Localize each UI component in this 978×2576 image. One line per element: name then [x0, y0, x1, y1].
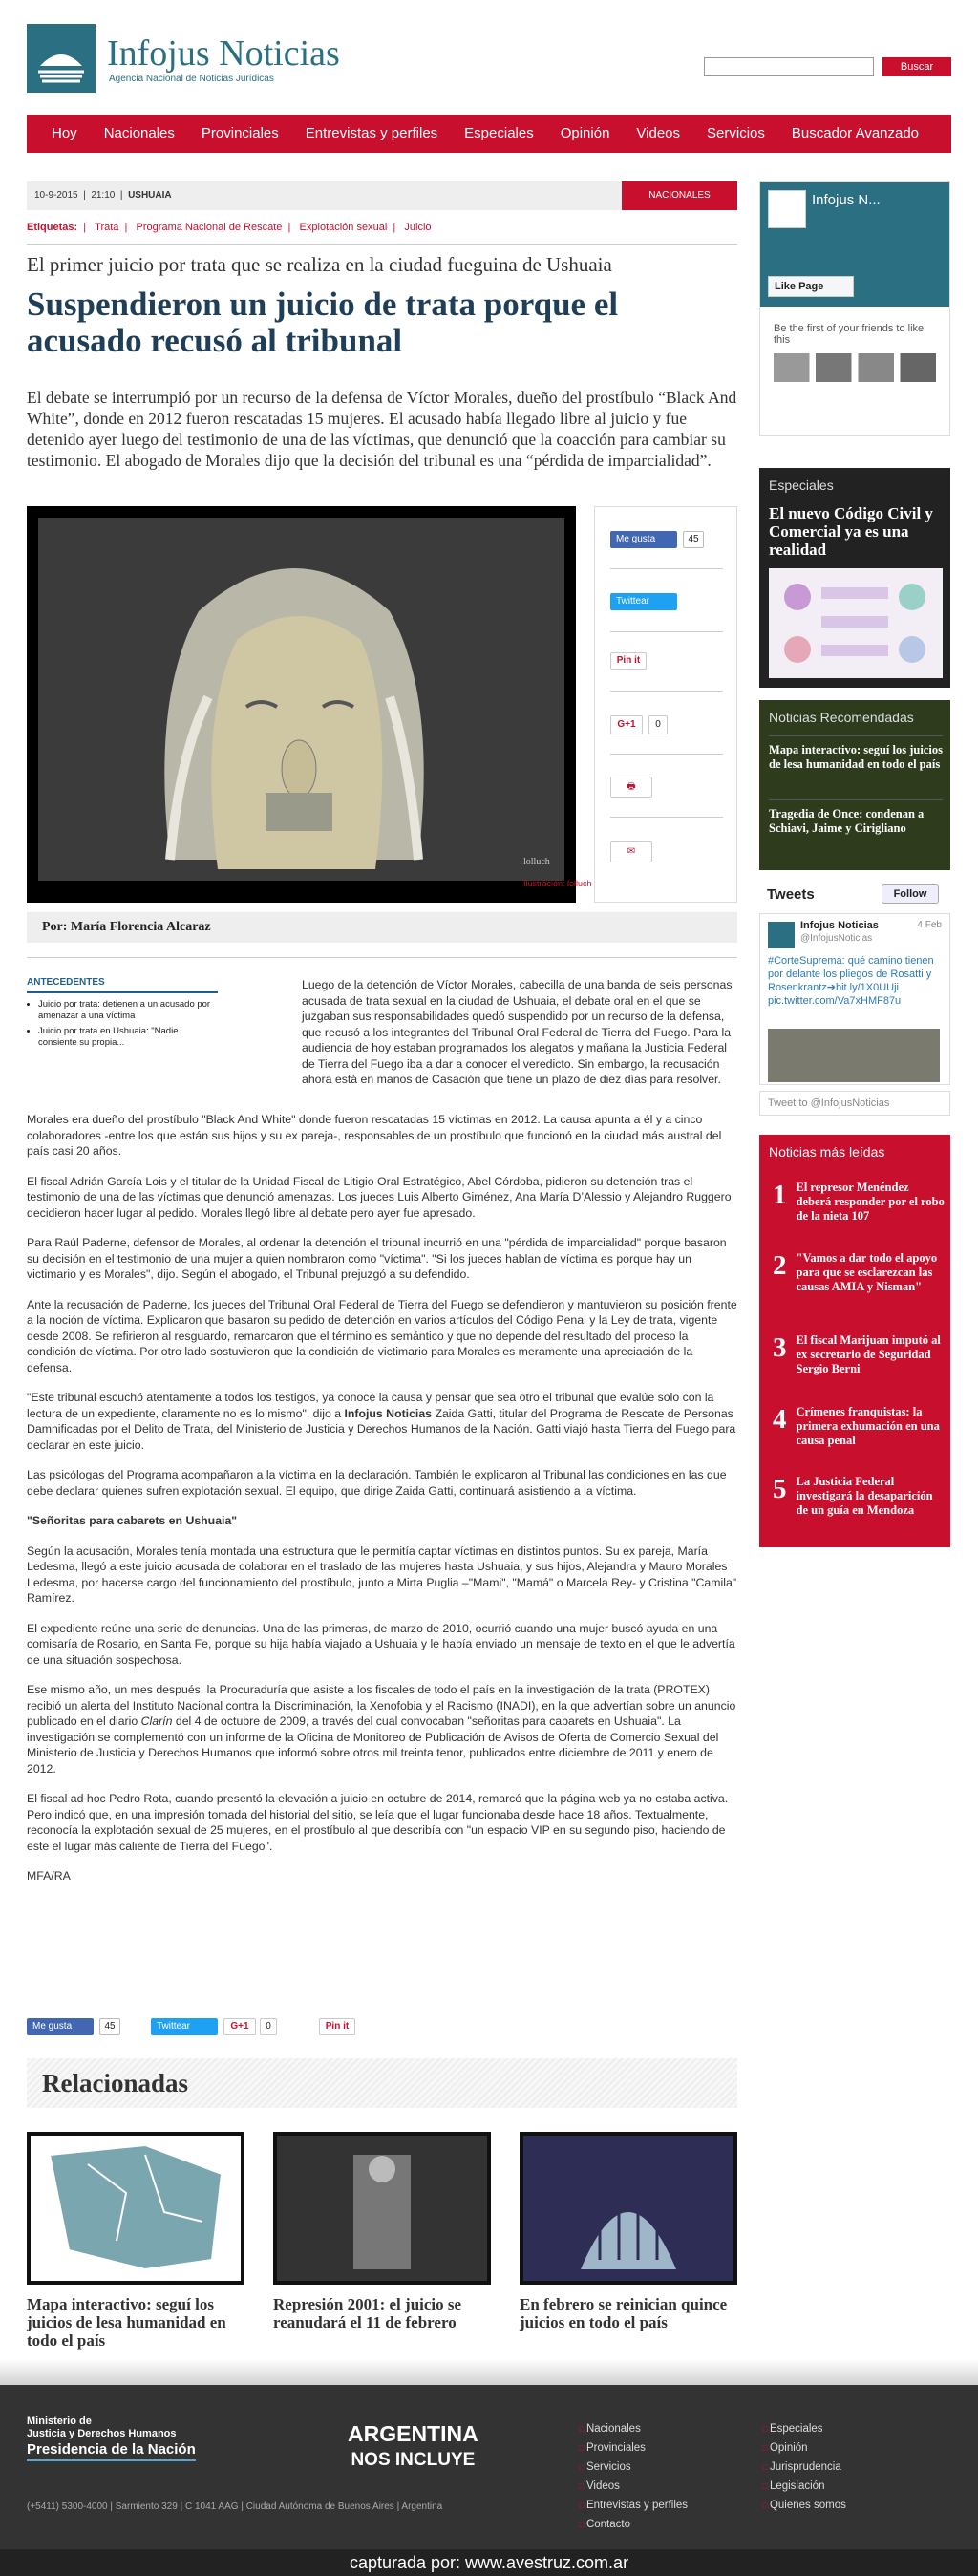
ministry-logo[interactable]	[27, 2416, 196, 2461]
fb-first-text: Be the first of your friends to like this	[774, 323, 925, 346]
footer-link[interactable]: □ Nacionales	[579, 2419, 688, 2438]
argentina-line: NOS INCLUYE	[351, 2450, 476, 2470]
fb-page-avatar	[768, 190, 806, 228]
article-paragraph	[27, 1682, 737, 1777]
divider	[610, 817, 723, 818]
recomendadas-box	[759, 700, 950, 870]
gplus-count: 0	[260, 2018, 277, 2035]
article-meta: 10-9-2015 | 21:10 | USHUAIA	[27, 181, 737, 210]
logo-icon[interactable]	[27, 24, 96, 93]
footer-link[interactable]: □ Entrevistas y perfiles	[579, 2496, 688, 2515]
article-location: USHUAIA	[128, 190, 172, 201]
article-kicker: El primer juicio por trata que se realiza en la ciudad fueguina de Ushuaia	[27, 253, 612, 276]
tags: Etiquetas: | Trata | Programa Nacional de Rescate | Explotación sexual | Juicio	[27, 222, 432, 233]
article-paragraph	[27, 1390, 737, 1453]
mas-leida-link[interactable]: "Vamos a dar todo el apoyo para que se esclarezcan las causas AMIA y Nisman"	[796, 1251, 938, 1293]
especiales-image	[769, 568, 943, 678]
article-signoff: MFA/RA	[27, 1869, 71, 1883]
article-paragraph: El expediente reúne una serie de denuncias. Una de las primeras, de marzo de 2010, ocurrió cuando una mujer buscó ayuda en una comisaría de Rosario, en Santa Fe, porque su hija había viajado a Ushuaia y le había enviado un mensaje de texto en el que le advertía de una situación sospechosa.	[27, 1621, 735, 1667]
rank-number: 4	[773, 1404, 787, 1435]
logo-text: Infojus Noticias	[107, 33, 340, 74]
fb-like-page-button[interactable]	[768, 276, 854, 297]
mas-leida-link[interactable]: La Justicia Federal investigará la desaparición de un guía en Mendoza	[796, 1475, 933, 1517]
article-body	[27, 1112, 737, 1899]
facebook-like-button[interactable]	[27, 2018, 94, 2035]
recomendadas-title: Noticias Recomendadas	[769, 710, 914, 725]
tweet-name[interactable]: Infojus Noticias	[800, 920, 879, 931]
like-label: Me gusta	[32, 2021, 73, 2032]
tag-link[interactable]: Explotación sexual	[299, 222, 388, 233]
mas-leida-link[interactable]: El fiscal Marijuan imputó al ex secretario de Seguridad Sergio Berni	[796, 1333, 941, 1375]
especiales-box[interactable]	[759, 468, 950, 688]
antecedente-link[interactable]: • Juicio por trata en Ushuaia: "Nadie consiente su propia...	[38, 1026, 218, 1049]
footer-link[interactable]: □ Videos	[579, 2477, 688, 2496]
nav-especiales[interactable]: Especiales	[464, 125, 534, 141]
search-button[interactable]: Buscar	[882, 57, 951, 76]
article-date: 10-9-2015	[34, 190, 78, 201]
ministry-line: Ministerio de	[27, 2416, 92, 2427]
tags-label: Etiquetas:	[27, 222, 78, 233]
print-icon[interactable]: 🖶	[610, 777, 652, 798]
divider	[769, 799, 943, 800]
ministry-line: Presidencia de la Nación	[27, 2440, 196, 2461]
tweet-image[interactable]	[768, 1029, 940, 1082]
footer-shadow	[0, 2359, 978, 2388]
fb-friend-avatars	[774, 353, 936, 382]
mas-leida-link[interactable]: Crímenes franquistas: la primera exhumación en una causa penal	[796, 1405, 940, 1447]
mas-leidas-box	[759, 1135, 950, 1547]
ministry-line: Justicia y Derechos Humanos	[27, 2428, 177, 2439]
capture-credit: capturada por: www.avestruz.com.ar	[0, 2549, 978, 2576]
divider	[769, 735, 943, 736]
twitter-label: Twittear	[616, 596, 650, 607]
divider	[610, 631, 723, 632]
facebook-like-button[interactable]	[610, 531, 677, 548]
nav-opinion[interactable]: Opinión	[560, 125, 610, 141]
footer-link[interactable]: □ Legislación	[762, 2477, 846, 2496]
tweets-title: Tweets	[767, 886, 815, 903]
tag-link[interactable]: Juicio	[404, 222, 432, 233]
article-paragraph: Luego de la detención de Víctor Morales, cabecilla de una banda de seis personas acusada de trata sexual en la ciudad de Ushuaia, el debate oral en el que se juzgaban sus responsabilidades quedó suspendido por un recurso de la defensa, que recusó a los integrantes del Tribunal Oral Federal de Tierra del Fuego. Para la audiencia de hoy estaban programados los alegatos y mañana la Justicia Federal de Tierra del Fuego iba a dar a conocer el veredicto. Sin embargo, la recusación ahora está en manos de Casación que tiene un plazo de diez días para resolver.	[302, 978, 733, 1086]
article-paragraph: Las psicólogas del Programa acompañaron a la víctima en la declaración. También le explicaron al Tribunal las condiciones en las que debe declarar quienes sufren explotación sexual. El equipo, que dirige Zaida Gatti, continuará asistiendo a la víctima.	[27, 1468, 727, 1498]
divider	[610, 691, 723, 692]
rank-number: 1	[773, 1180, 787, 1210]
paragraph-text: Ese mismo año, un mes después, la Procuraduría que asiste a los fiscales de todo el país en la investigación de la trata (PROTEX) recibió un alerta del Instituto Nacional contra la Discriminación, la Xenofobia y el Racismo (INADI), en la que advertían sobre un anuncio publicado en el diario	[27, 1683, 736, 1728]
tweet-card	[759, 913, 950, 1085]
twitter-button[interactable]	[610, 593, 677, 610]
byline: Por: María Florencia Alcaraz	[27, 912, 737, 943]
footer-links-1	[579, 2419, 688, 2534]
mas-leida-item[interactable]	[773, 1405, 945, 1448]
pinit-button[interactable]: Pin it	[610, 652, 647, 670]
illustration-signature: lolluch	[523, 857, 550, 867]
photo-credit: Ilustración: lolluch	[523, 879, 592, 888]
twitter-button[interactable]	[151, 2018, 218, 2035]
tweet-to-input[interactable]: Tweet to @InfojusNoticias	[759, 1091, 950, 1116]
divider	[610, 754, 723, 755]
rank-number: 3	[773, 1332, 787, 1363]
mas-leidas-title: Noticias más leídas	[769, 1144, 885, 1160]
twitter-widget	[759, 879, 950, 1122]
footer-link[interactable]: □ Contacto	[579, 2515, 688, 2534]
article-paragraph: Para Raúl Paderne, defensor de Morales, al ordenar la detención el tribunal incurrió en una "pérdida de imparcialidad" porque basaron su decisión en el testimonio de una mujer a quien nombraron como "víctima". "Si los jueces hablan de víctima es porque hay un victimario y es Morales", dijo. Según el abogado, el Tribunal prejuzgó a su defendido.	[27, 1236, 727, 1281]
related-link[interactable]: Mapa interactivo: seguí los juicios de lesa humanidad en todo el país	[27, 2295, 226, 2350]
twitter-label: Twittear	[157, 2021, 191, 2032]
article-paragraph: Morales era dueño del prostíbulo "Black And White" donde fueron rescatadas 15 víctimas en 2012. La causa apunta a él y a cinco colaboradores -entre los que están sus hijos y su ex pareja-, responsables de un prostíbulo que funcionó en la ciudad más austral del país casi 20 años.	[27, 1113, 722, 1158]
nav-videos[interactable]: Videos	[636, 125, 681, 141]
related-title: Relacionadas	[42, 2069, 189, 2097]
especiales-headline: El nuevo Código Civil y Comercial ya es una realidad	[769, 504, 933, 559]
section-badge[interactable]: NACIONALES	[622, 181, 737, 210]
tag-link[interactable]: Programa Nacional de Rescate	[136, 222, 283, 233]
share-panel	[594, 506, 737, 903]
paragraph-text: Zaida Gatti, titular del Programa de Rescate de Personas Damnificadas por el Delito de Trata, del Ministerio de Justicia y Derechos Humanos de la Nación. Gatti viajó hasta Tierra del Fuego para declarar en este juicio.	[27, 1406, 736, 1452]
divider	[27, 244, 737, 245]
article-headline: Suspendieron un juicio de trata porque el acusado recusó al tribunal	[27, 286, 619, 359]
gplus-count: 0	[648, 715, 668, 734]
rank-number: 5	[773, 1474, 787, 1504]
like-label: Me gusta	[616, 534, 656, 544]
fb-page-name[interactable]: Infojus N...	[812, 192, 881, 208]
email-icon[interactable]: ✉	[610, 841, 652, 862]
tweet-text[interactable]: #CorteSuprema: qué camino tienen por delante los pliegos de Rosatti y Rosenkrantz➔bit.ly/1X0UUji pic.twitter.com/Va7xHMF87u	[768, 955, 934, 1007]
especiales-title: Especiales	[769, 478, 834, 493]
article-lead: El debate se interrumpió por un recurso de la defensa de Víctor Morales, dueño del prostíbulo “Black And White”, donde en 2012 fueron rescatadas 15 mujeres. El acusado había llegado libre al juicio y fue detenido ayer luego del testimonio de una de las víctimas, que denunció que la coacción para cambiar su testimonio. El abogado de Morales dijo que la decisión del tribunal es una “pérdida de imparcialidad”.	[27, 388, 737, 470]
article-paragraph: Según la acusación, Morales tenía montada una estructura que le permitía captar víctimas en distintos puntos. Su ex pareja, María Ledesma, llegó a este juicio acusada de colaborar en el traslado de las mujeres hasta Ushuaia, y sus hijos, Alejandra y Mauro Morales Ledesma, por hacerse cargo del funcionamiento del prostíbulo, junto a Mirta Puglia –"Mami", "Mamá" o Marcela Rey- y Cristina "Camila" Ramírez.	[27, 1543, 737, 1605]
footer-links-2	[762, 2419, 846, 2515]
mas-leida-item[interactable]	[773, 1475, 945, 1518]
recomendada-link[interactable]: Mapa interactivo: seguí los juicios de lesa humanidad en todo el país	[769, 743, 943, 771]
gplus-button[interactable]: G+1	[610, 715, 643, 734]
tweet-handle: @InfojusNoticias	[800, 933, 873, 944]
nav-provinciales[interactable]: Provinciales	[201, 125, 279, 141]
paragraph-text: "Este tribunal escuchó atentamente a todos los testigos, ya conoce la causa y pensar que sea otro el tribunal que evalúe solo con la lectura de un expediente, claramente no es lo mismo", dijo a	[27, 1391, 714, 1420]
argentina-line: ARGENTINA	[348, 2421, 478, 2446]
footer	[0, 2385, 978, 2576]
gplus-button[interactable]: G+1	[223, 2018, 256, 2035]
article-paragraph: Ante la recusación de Paderne, los jueces del Tribunal Oral Federal de Tierra del Fuego se defendieron y mantuvieron su posición frente a la noción de víctima. Explicaron que basaron su pedido de detención en varios artículos del Código Penal y la Ley de trata, vigente desde 2008. Se refirieron al resguardo, remarcaron que el término es semántico y que no depende del resultado del proceso la condición de víctima. Por otro lado sostuvieron que la condición de victimario para Morales es meramente una apreciación de la defensa.	[27, 1297, 737, 1374]
main-nav	[27, 115, 951, 153]
mas-leida-item[interactable]	[773, 1181, 945, 1224]
article-time: 21:10	[91, 190, 116, 201]
antecedentes-title: ANTECEDENTES	[27, 977, 218, 993]
related-image-photo[interactable]	[273, 2132, 491, 2285]
footer-link[interactable]: □ Opinión	[762, 2438, 846, 2458]
article-illustration	[27, 506, 576, 903]
footer-link[interactable]: □ Jurisprudencia	[762, 2458, 846, 2477]
related-link[interactable]: Represión 2001: el juicio se reanudará el 11 de febrero	[273, 2295, 462, 2331]
article-paragraph: El fiscal ad hoc Pedro Rota, cuando presentó la elevación a juicio en octubre de 2014, remarcó que la página web ya no estaba activa. Pero indicó que, en una impresión tomada del historial del sitio, se leía que el lugar funcionaba desde hace 18 años. Textualmente, reconocía la explotación sexual de 25 mujeres, en el prostíbulo al que describía con "un espacio VIP en su segundo piso, haciendo de este el lugar más caliente de Tierra del Fuego".	[27, 1792, 729, 1853]
mas-leida-item[interactable]	[773, 1333, 945, 1376]
rank-number: 2	[773, 1250, 787, 1281]
divider	[610, 568, 723, 569]
article-subhead: "Señoritas para cabarets en Ushuaia"	[27, 1514, 238, 1527]
antecedente-link[interactable]: • Juicio por trata: detienen a un acusado por amenazar a una víctima	[38, 999, 218, 1022]
related-image-map[interactable]	[27, 2132, 244, 2285]
footer-link[interactable]: □ Quienes somos	[762, 2496, 846, 2515]
article-paragraph: El fiscal Adrián García Lois y el titular de la Unidad Fiscal de Litigio Oral Estratégico, Abel Córdoba, pidieron su detención tras el testimonio de una de las víctimas que denunció amenazas. Los jueces Luis Alberto Giménez, Ana María D’Alessio y Alejandro Ruggero decidieron hacer lugar al pedido. Morales llegó libre al debate pero ayer fue apresado.	[27, 1174, 732, 1220]
tag-link[interactable]: Trata	[95, 222, 119, 233]
tweet-date: 4 Feb	[917, 920, 942, 930]
footer-link[interactable]: □ Servicios	[579, 2458, 688, 2477]
nav-servicios[interactable]: Servicios	[707, 125, 765, 141]
antecedentes-box	[27, 977, 218, 1053]
twitter-follow-button[interactable]: Follow	[882, 884, 939, 904]
argentina-logo	[348, 2421, 478, 2473]
footer-link[interactable]: □ Provinciales	[579, 2438, 688, 2458]
nav-nacionales[interactable]: Nacionales	[103, 125, 175, 141]
fb-like-label: Like Page	[775, 281, 824, 292]
like-count: 45	[99, 2018, 120, 2035]
footer-address: (+5411) 5300-4000 | Sarmiento 329 | C 1041 AAG | Ciudad Autónoma de Buenos Aires | Argentina	[27, 2501, 443, 2512]
logo-subtitle: Agencia Nacional de Noticias Jurídicas	[109, 74, 274, 84]
share-bar	[27, 2018, 737, 2037]
mas-leida-link[interactable]: El represor Menéndez deberá responder por el robo de la nieta 107	[796, 1181, 945, 1223]
nav-hoy[interactable]: Hoy	[52, 125, 77, 141]
mas-leida-item[interactable]	[773, 1251, 945, 1294]
facebook-cover	[760, 182, 949, 307]
divider	[27, 957, 737, 958]
paragraph-bold: Infojus Noticias	[344, 1406, 433, 1420]
related-image-illustration[interactable]	[520, 2132, 737, 2285]
paragraph-text: del 4 de octubre de 2009, a través del cual convocaban "señoritas para cabarets en Ushuaia". La investigación se complementó con un informe de la Oficina de Monitoreo de Publicación de Avisos de Oferta de Comercio Sexual del Ministerio de Justicia y Derechos Humanos que informó sobre otros mil treinta tenor, publicados entre diciembre de 2011 y enero de 2012.	[27, 1714, 719, 1776]
search-input[interactable]	[704, 57, 874, 76]
nav-buscador[interactable]: Buscador Avanzado	[791, 125, 920, 141]
footer-link[interactable]: □ Especiales	[762, 2419, 846, 2438]
nav-entrevistas[interactable]: Entrevistas y perfiles	[305, 125, 438, 141]
like-count: 45	[683, 531, 704, 548]
recomendada-link[interactable]: Tragedia de Once: condenan a Schiavi, Jaime y Cirigliano	[769, 807, 925, 835]
tweet-avatar	[768, 922, 795, 948]
related-link[interactable]: En febrero se reinician quince juicios en todo el país	[520, 2295, 728, 2331]
paragraph-italic: Clarín	[140, 1714, 173, 1728]
pinit-button[interactable]: Pin it	[319, 2018, 355, 2035]
